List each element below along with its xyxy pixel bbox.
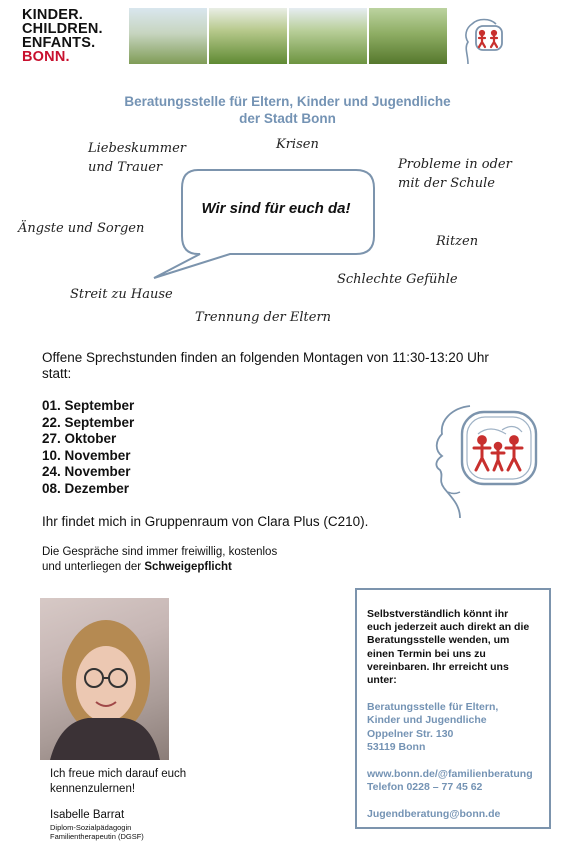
family-head-icon: [462, 14, 506, 68]
date-item: 22. September: [42, 414, 135, 430]
logo-line-3: ENFANTS.: [22, 35, 96, 51]
note-line-2-bold: Schweigepflicht: [144, 560, 232, 573]
address-line: Kinder und Jugendliche: [367, 714, 487, 727]
contact-address: [367, 701, 539, 754]
email-link[interactable]: Jugendberatung@bonn.de: [367, 808, 501, 821]
logo-line-4: BONN.: [22, 49, 70, 65]
banner-photo-children-lying: [129, 8, 207, 64]
note-line-2: [42, 560, 277, 575]
date-item: 01. September: [42, 398, 135, 413]
date-item: 24. November: [42, 464, 131, 479]
greeting: [50, 767, 186, 796]
title-line-1: Beratungsstelle für Eltern, Kinder und Jugendliche: [124, 94, 451, 109]
date-item: 10. November: [42, 447, 131, 463]
sprechstunden-intro: [42, 350, 522, 382]
topic-krisen: Krisen: [276, 137, 319, 152]
topic-probleme-line-2: mit der Schule: [398, 176, 495, 191]
address-line: Beratungsstelle für Eltern,: [367, 701, 499, 714]
room-info: Ihr findet mich in Gruppenraum von Clara Plus (C210).: [42, 514, 369, 529]
contact-web-phone: [367, 768, 539, 794]
banner-photo-family-walk: [369, 8, 447, 64]
contact-intro-line: einen Termin bei uns zu: [367, 647, 486, 660]
bubble-text: Wir sind für euch da!: [201, 200, 351, 217]
topic-ritzen: Ritzen: [436, 234, 479, 249]
title-line-2: der Stadt Bonn: [239, 111, 336, 126]
date-item: 27. Oktober: [42, 431, 117, 446]
topic-probleme-schule: [398, 155, 512, 193]
address-line: Oppelner Str. 130: [367, 727, 454, 740]
banner-photo-children-meadow: [209, 8, 287, 64]
contact-intro-line: Beratungsstelle wenden, um: [367, 634, 510, 647]
logo-line-1: KINDER.: [22, 7, 84, 23]
person-role-1: Diplom-Sozialpädagogin: [50, 823, 132, 832]
note-line-2-prefix: und unterliegen der: [42, 560, 145, 573]
note-line-1: Die Gespräche sind immer freiwillig, kostenlos: [42, 546, 278, 558]
person-name: Isabelle Barrat: [50, 809, 125, 821]
greeting-line-1: Ich freue mich darauf euch: [50, 768, 187, 780]
page-title: [60, 93, 515, 127]
family-in-head-illustration: [430, 400, 542, 526]
topic-liebeskummer-line-1: Liebeskummer: [88, 141, 186, 156]
contact-intro-line: unter:: [367, 674, 397, 687]
topic-trennung: Trennung der Eltern: [195, 310, 332, 325]
phone-number: Telefon 0228 – 77 45 62: [367, 781, 483, 794]
header-photo-banner: [129, 8, 447, 64]
person-role-2: Familientherapeutin (DGSF): [50, 832, 144, 841]
portrait-illustration: [40, 598, 169, 760]
topic-aengste: Ängste und Sorgen: [18, 221, 145, 236]
intro-line-2: statt:: [42, 366, 72, 381]
contact-intro-line: vereinbaren. Ihr erreicht uns: [367, 660, 509, 673]
intro-line-1: Offene Sprechstunden finden an folgenden Montagen von 11:30-13:20 Uhr: [42, 350, 489, 365]
contact-info-box: [355, 588, 551, 829]
greeting-line-2: kennenzulernen!: [50, 782, 136, 795]
topic-probleme-line-1: Probleme in oder: [398, 157, 512, 172]
person-roles: [50, 823, 144, 841]
banner-photo-dandelion: [289, 8, 367, 64]
contact-intro-line: euch jederzeit auch direkt an die: [367, 621, 530, 634]
topic-streit: Streit zu Hause: [70, 287, 173, 302]
topic-liebeskummer-line-2: und Trauer: [88, 160, 163, 175]
logo-line-2: CHILDREN.: [22, 21, 103, 37]
confidentiality-note: [42, 545, 277, 574]
contact-intro: [367, 608, 539, 687]
date-list: [42, 398, 134, 497]
speech-bubble: [150, 164, 380, 282]
portrait-photo: [40, 598, 169, 760]
kinder-bonn-logo: [22, 8, 103, 64]
address-line: 53119 Bonn: [367, 740, 426, 753]
date-item: 08. Dezember: [42, 480, 130, 496]
website-link[interactable]: www.bonn.de/@familienberatung: [367, 768, 533, 781]
topic-schlechte-gefuehle: Schlechte Gefühle: [337, 272, 458, 287]
contact-intro-line: Selbstverständlich könnt ihr: [367, 608, 509, 620]
